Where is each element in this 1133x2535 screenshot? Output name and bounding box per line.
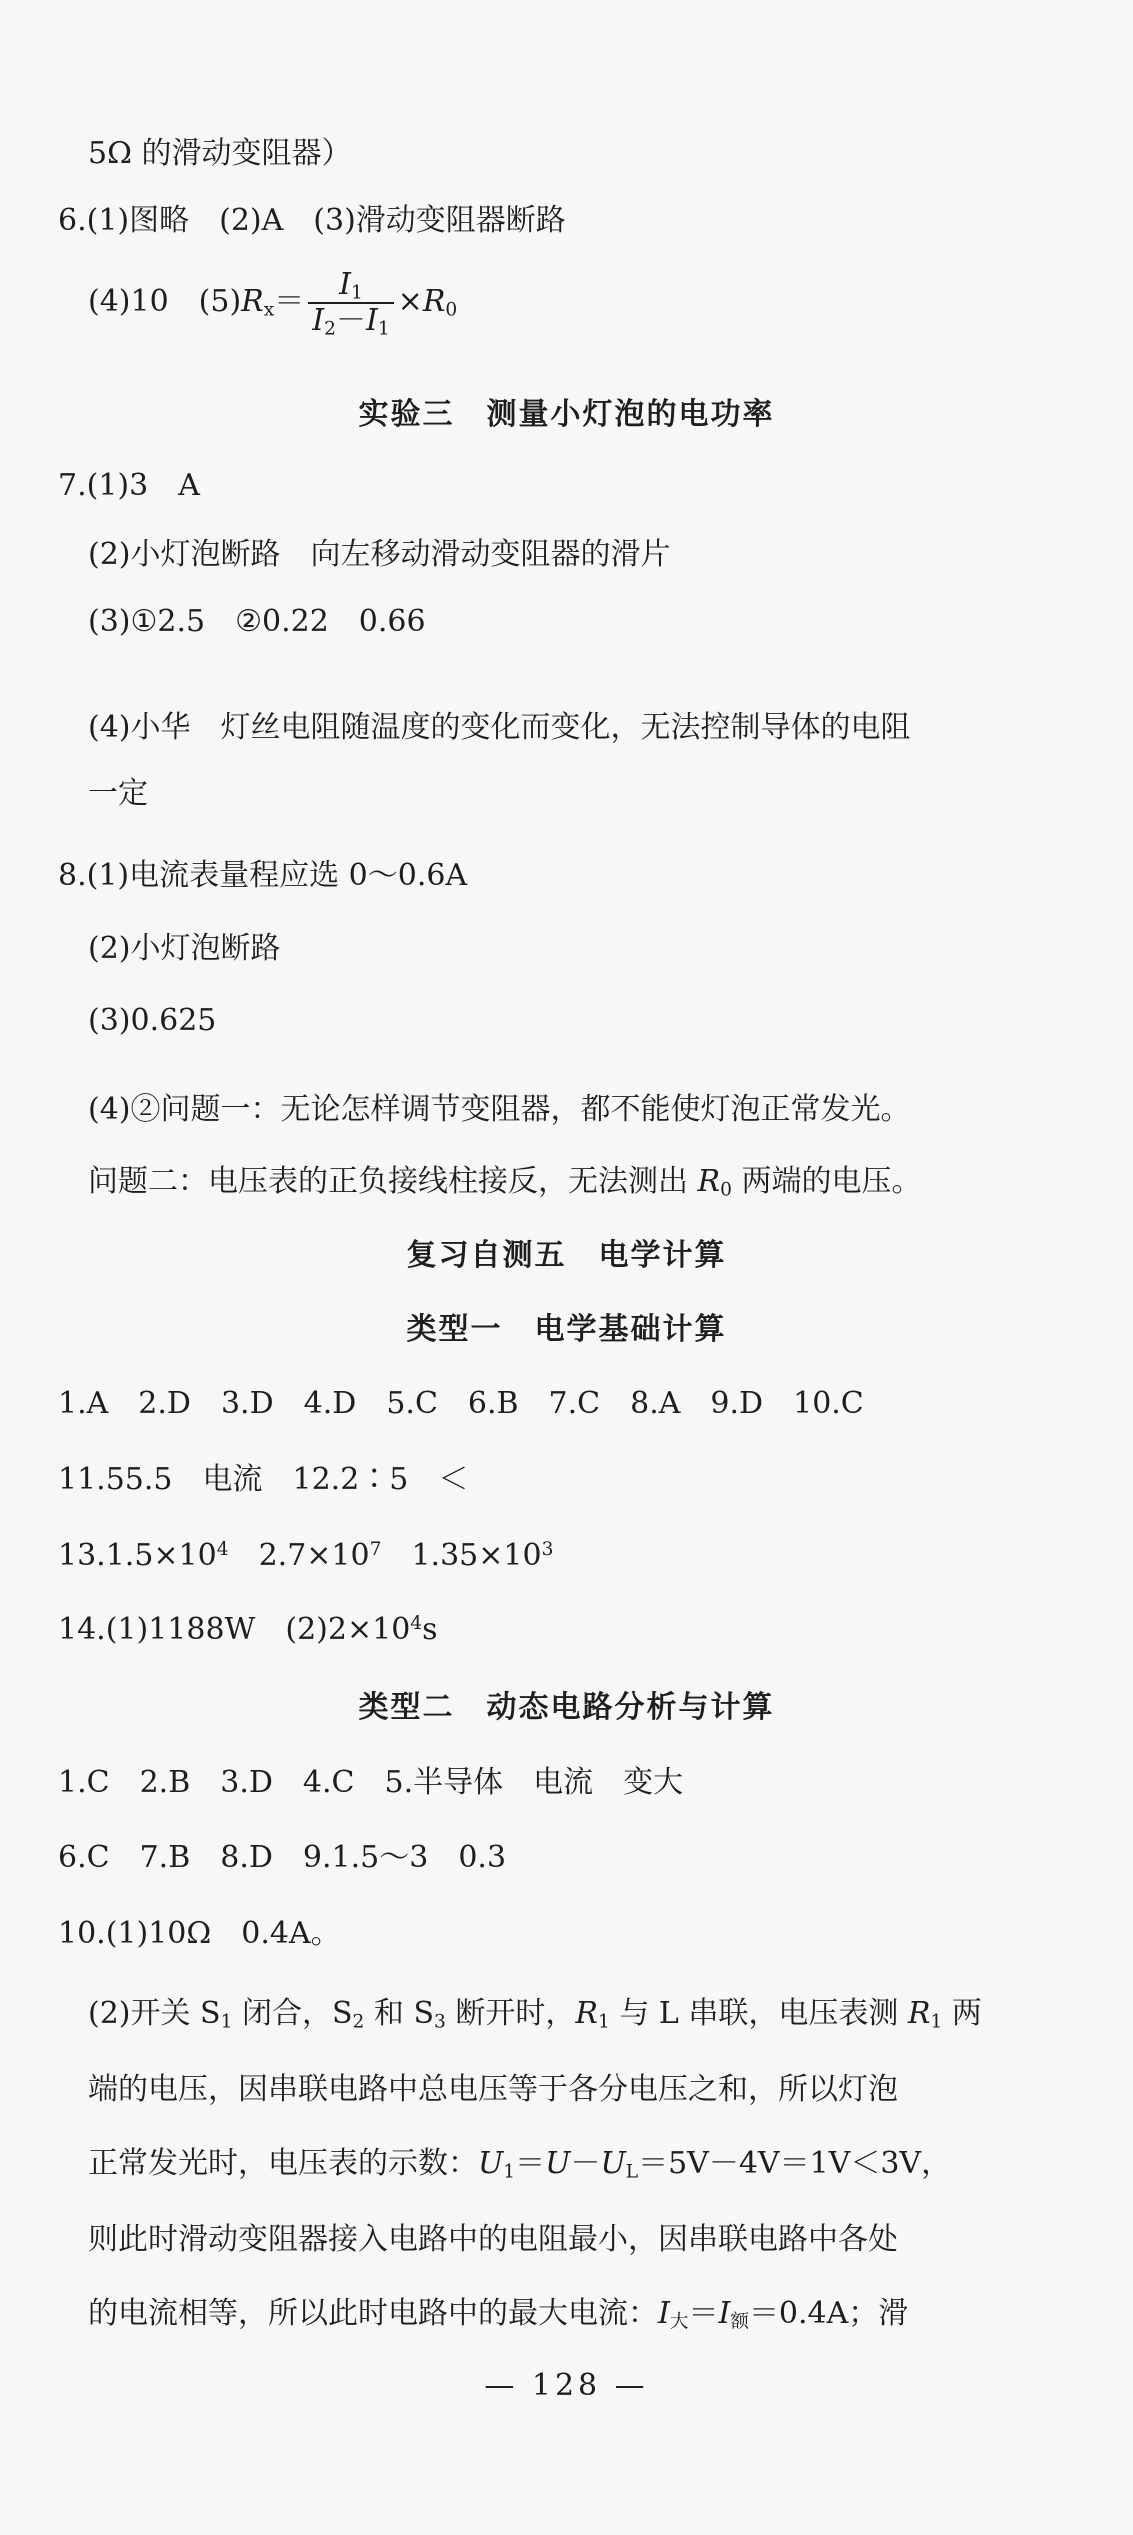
fraction-denominator — [308, 304, 393, 338]
text-segment: 2.7×10 — [228, 1538, 370, 1573]
text-segment: 两 — [942, 1996, 982, 2031]
math-sup: 7 — [369, 1538, 382, 1560]
math-sub: 1 — [220, 2011, 233, 2033]
math-var: R — [241, 284, 264, 319]
math-var: R — [697, 1164, 721, 1199]
text-line — [88, 1996, 982, 2032]
subsection-heading: 类型二 动态电路分析与计算 — [358, 1690, 775, 1725]
text-line: (4)②问题一：无论怎样调节变阻器，都不能使灯泡正常发光。 — [88, 1092, 911, 1127]
text-line: 10.(1)10Ω 0.4A。 — [58, 1916, 341, 1951]
text-line — [58, 1538, 553, 1574]
text-segment: 正常发光时，电压表的示数： — [88, 2146, 478, 2181]
section-heading: 实验三 测量小灯泡的电功率 — [358, 397, 775, 432]
text-segment: 问题二：电压表的正负接线柱接反，无法测出 — [88, 1164, 698, 1199]
text-segment: 的电流相等，所以此时电路中的最大电流： — [88, 2296, 658, 2331]
math-var: U — [545, 2146, 571, 2181]
math-var: R — [907, 1996, 931, 2031]
text-line: 8.(1)电流表量程应选 0～0.6A — [58, 858, 468, 893]
text-line: (3)①2.5 ②0.22 0.66 — [88, 604, 426, 639]
text-line: 1.A 2.D 3.D 4.D 5.C 6.B 7.C 8.A 9.D 10.C — [58, 1386, 864, 1421]
fraction-numerator — [308, 268, 393, 304]
math-sub: 额 — [730, 2311, 749, 2333]
text-segment: 14.(1)1188W (2)2×10 — [58, 1612, 411, 1647]
math-op: ＝ — [688, 2296, 719, 2331]
math-var: I — [339, 267, 351, 302]
math-var: U — [478, 2146, 504, 2181]
text-line — [58, 1612, 438, 1648]
section-heading: 复习自测五 电学计算 — [406, 1238, 727, 1273]
text-line — [88, 2296, 908, 2332]
math-sup: 4 — [410, 1612, 423, 1634]
text-line: 6.(1)图略 (2)A (3)滑动变阻器断路 — [58, 203, 566, 238]
text-line — [88, 1164, 922, 1200]
math-sub: 2 — [324, 318, 336, 340]
text-line: 一定 — [88, 776, 148, 811]
text-line: (4)小华 灯丝电阻随温度的变化而变化，无法控制导体的电阻 — [88, 710, 911, 745]
math-sub: 0 — [720, 1179, 732, 1201]
text-line: 则此时滑动变阻器接入电路中的电阻最小，因串联电路中各处 — [88, 2222, 898, 2257]
math-op: － — [570, 2146, 601, 2181]
text-line: 1.C 2.B 3.D 4.C 5.半导体 电流 变大 — [58, 1765, 684, 1800]
math-sub: 1 — [597, 2011, 610, 2033]
text-segment: (4)10 (5) — [88, 284, 242, 319]
text-segment: 13.1.5×10 — [58, 1538, 217, 1573]
math-var: I — [658, 2296, 670, 2331]
math-var: U — [600, 2146, 626, 2181]
math-op: × — [397, 284, 423, 319]
text-line: (2)小灯泡断路 — [88, 931, 281, 966]
math-var: R — [422, 284, 446, 319]
text-segment: 和 S — [364, 1996, 434, 2031]
math-op: ＝ — [515, 2146, 546, 2181]
text-segment: ＝5V－4V＝1V＜3V， — [638, 2146, 952, 2181]
text-line: 11.55.5 电流 12.2∶5 ＜ — [58, 1462, 469, 1497]
text-segment: 断开时， — [445, 1996, 576, 2031]
math-sub: 3 — [434, 2011, 446, 2033]
math-var: R — [575, 1996, 598, 2031]
text-segment: (2)开关 S — [88, 1996, 221, 2031]
formula-line — [88, 268, 457, 338]
math-var: I — [718, 2296, 731, 2331]
text-segment: 闭合，S — [232, 1996, 353, 2031]
math-sub: 1 — [350, 282, 363, 304]
math-sub: 大 — [669, 2311, 689, 2333]
math-sup: 3 — [541, 1538, 554, 1560]
text-segment: 与 L 串联，电压表测 — [609, 1996, 908, 2031]
text-line — [88, 2146, 951, 2182]
fraction — [308, 268, 393, 338]
math-sub: 1 — [377, 318, 390, 340]
math-sub: x — [263, 299, 275, 321]
text-segment: s — [422, 1612, 438, 1647]
math-sup: 4 — [216, 1538, 229, 1560]
text-line: (2)小灯泡断路 向左移动滑动变阻器的滑片 — [88, 537, 671, 572]
math-sub: 1 — [503, 2161, 516, 2183]
math-op: ＝ — [274, 284, 305, 319]
subsection-heading: 类型一 电学基础计算 — [406, 1312, 727, 1347]
text-segment: 1.35×10 — [381, 1538, 542, 1573]
text-line: (3)0.625 — [88, 1003, 217, 1038]
math-sub: 1 — [930, 2011, 943, 2033]
math-var: I — [312, 303, 325, 338]
math-sub: L — [625, 2161, 639, 2183]
math-var: I — [365, 303, 378, 338]
math-sub: 2 — [352, 2011, 365, 2033]
text-line: 6.C 7.B 8.D 9.1.5～3 0.3 — [58, 1840, 507, 1875]
text-segment: ＝0.4A；滑 — [748, 2296, 909, 2331]
math-sub: 0 — [445, 299, 458, 321]
text-segment: 两端的电压。 — [731, 1164, 922, 1199]
text-line: 7.(1)3 A — [58, 468, 200, 503]
text-line: 端的电压，因串联电路中总电压等于各分电压之和，所以灯泡 — [88, 2072, 898, 2107]
math-op: － — [335, 303, 366, 338]
text-line: 5Ω 的滑动变阻器） — [88, 136, 352, 171]
page-number: — 128 — — [484, 2368, 649, 2403]
